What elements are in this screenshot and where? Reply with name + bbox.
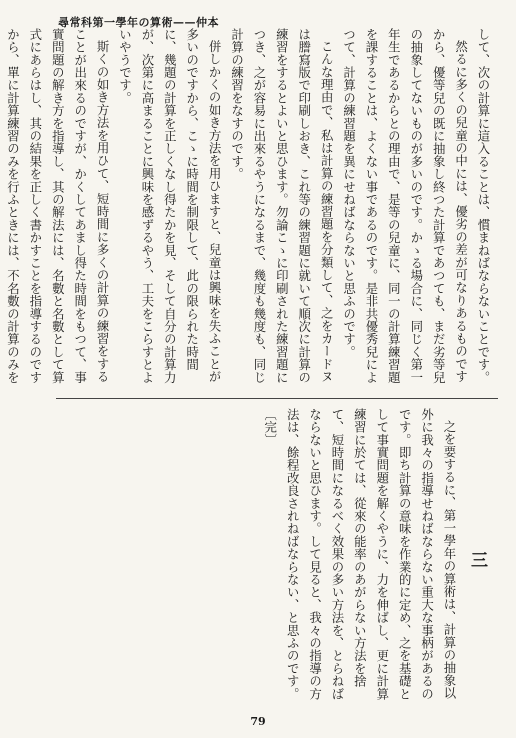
paragraph: 斯くの如き方法を用ひて、短時間に多くの計算の練習をすることが出來るのですが、かくしてあまし得た時間をもつて、事實問題の解き方を指導し、其の解法には、名數と名數として算式にあらはし、其の結果を正しく書かすことを指導するのですから、單に計算練習のみを行ふときには、不名數の計算のみを <box>5 28 111 384</box>
section-divider <box>56 398 498 399</box>
page-number: 79 <box>250 715 266 728</box>
running-header: 尋常科第一學年の算術——仲本 <box>58 16 219 29</box>
upper-text-block <box>5 28 494 390</box>
lower-text-block <box>56 408 494 712</box>
paragraph: 併しかくの如き方法を用ひますと、兒童は興味を失ふことが多いのですから、こゝに時間を制限して、此の限られた時間に、幾題の計算を正しくなし得たかを見、そして自分の計算力が、次第に高まることに興味を感ずるやう、工夫をこらすとよいやうです。 <box>117 28 223 384</box>
section-heading: 三 <box>467 551 487 569</box>
paragraph: 之を要するに、第一學年の算術は、計算の抽象以外に我々の指導せねばならない重大な事柄があるのです。即ち計算の意味を作業的に定め、之を基礎として事實問題を解くやうに、力を伸ばし、更に計算練習に於ては、從來の能率のあがらない方法を捨て、短時間になるべく效果の多い方法を、とらねばならないと思ひます。して見ると、我々の指導の方法は、餘程改良されねばならない、と思ふのです。〔完〕 <box>262 408 457 701</box>
paragraph: 然るに多くの兒童の中には、優劣の差が可なりあるものですから、優等兒の既に抽象し終つた計算であつても、まだ劣等兒の抽象してないものが多いのです。かゝる場合に、同じく第一年生であるからとの理由で、是等の兒童に、同一の計算練習題を課することは、よくない事であるのです。是非共優秀兒によつて、計算の練習題を異にせねばならないと思ふのです。 <box>341 28 469 384</box>
paragraph: して、次の計算に這入ることは、慣まねばならないことです。 <box>476 28 491 384</box>
paragraph: こんな理由で、私は計算の練習題を分類して、之をカードヌは謄寫版で印刷しおき、これ等の練習題に就いて順次に計算の練習をするとよいと思ひます。勿論こゝに印刷された練習題につき、之が容易に出來るやうになるまで、幾度も幾度も、同じ計算の練習をなすのです。 <box>229 28 335 384</box>
